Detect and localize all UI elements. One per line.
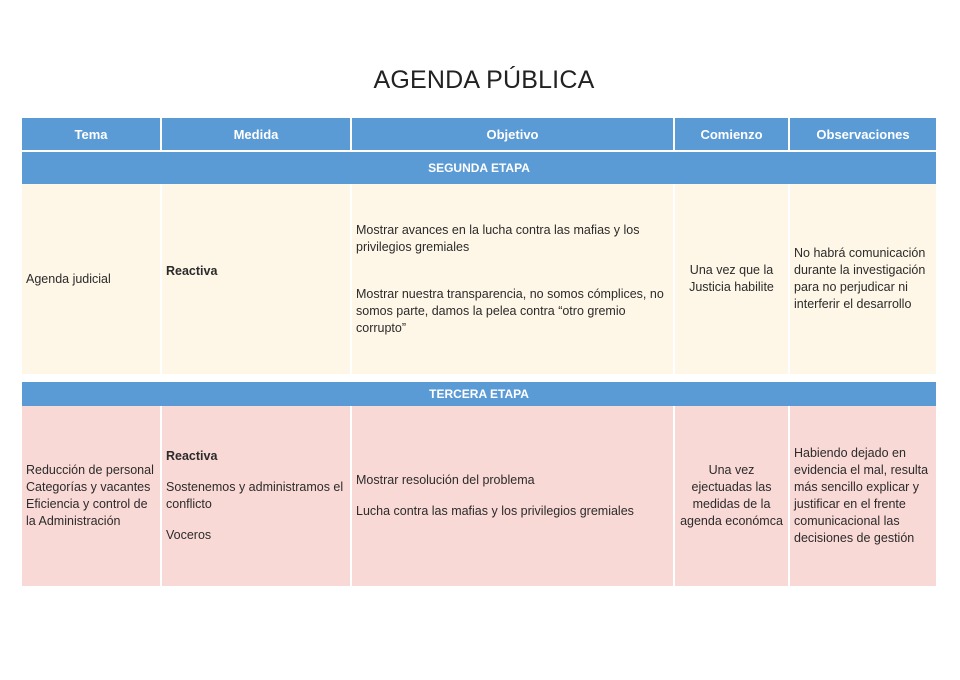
objetivo-cell xyxy=(352,184,675,374)
medida-item: Voceros xyxy=(166,528,212,542)
observaciones-text: No habrá comunicación durante la investigación para no perjudicar ni interferir el desarrollo xyxy=(794,246,926,311)
tema-cell xyxy=(22,406,162,586)
observaciones-cell xyxy=(790,406,936,586)
tema-text: Agenda judicial xyxy=(26,271,111,286)
comienzo-cell xyxy=(675,406,790,586)
observaciones-cell xyxy=(790,184,936,374)
objetivo-item: Mostrar avances en la lucha contra las mafias y los privilegios gremiales xyxy=(356,222,640,254)
header-medida: Medida xyxy=(162,118,352,150)
observaciones-text: Habiendo dejado en evidencia el mal, resulta más sencillo explicar y justificar en el frente comunicacional las decisiones de gestión xyxy=(794,446,929,545)
header-comienzo: Comienzo xyxy=(675,118,790,150)
objetivo-item: Mostrar nuestra transparencia, no somos cómplices, no somos parte, damos la pelea contra “otro gremio corrupto” xyxy=(356,286,664,335)
tema-cell xyxy=(22,184,162,374)
medida-text: Reactiva xyxy=(166,263,218,278)
table-header-row xyxy=(22,118,936,150)
medida-cell xyxy=(162,184,352,374)
objetivo-item: Lucha contra las mafias y los privilegios gremiales xyxy=(356,504,634,518)
page-title: AGENDA PÚBLICA xyxy=(373,66,595,94)
medida-item: Sostenemos y administramos el conflicto xyxy=(166,480,344,511)
stage-label-tercera: TERCERA ETAPA xyxy=(22,382,936,406)
stage-label-segunda: SEGUNDA ETAPA xyxy=(22,150,936,184)
medida-cell xyxy=(162,406,352,586)
header-objetivo: Objetivo xyxy=(352,118,675,150)
header-observaciones: Observaciones xyxy=(816,126,910,142)
medida-text: Reactiva xyxy=(166,449,218,463)
header-tema: Tema xyxy=(22,118,162,150)
agenda-table xyxy=(22,118,936,586)
objetivo-cell xyxy=(352,406,675,586)
objetivo-item: Mostrar resolución del problema xyxy=(356,473,535,487)
table-row xyxy=(22,406,936,586)
comienzo-text: Una vez que la Justicia habilite xyxy=(689,263,774,294)
comienzo-cell xyxy=(675,184,790,374)
comienzo-text: Una vez ejectuadas las medidas de la agenda económca xyxy=(680,463,783,528)
tema-text: Reducción de personal Categorías y vacantes Eficiencia y control de la Administración xyxy=(26,463,154,528)
table-row xyxy=(22,184,936,374)
